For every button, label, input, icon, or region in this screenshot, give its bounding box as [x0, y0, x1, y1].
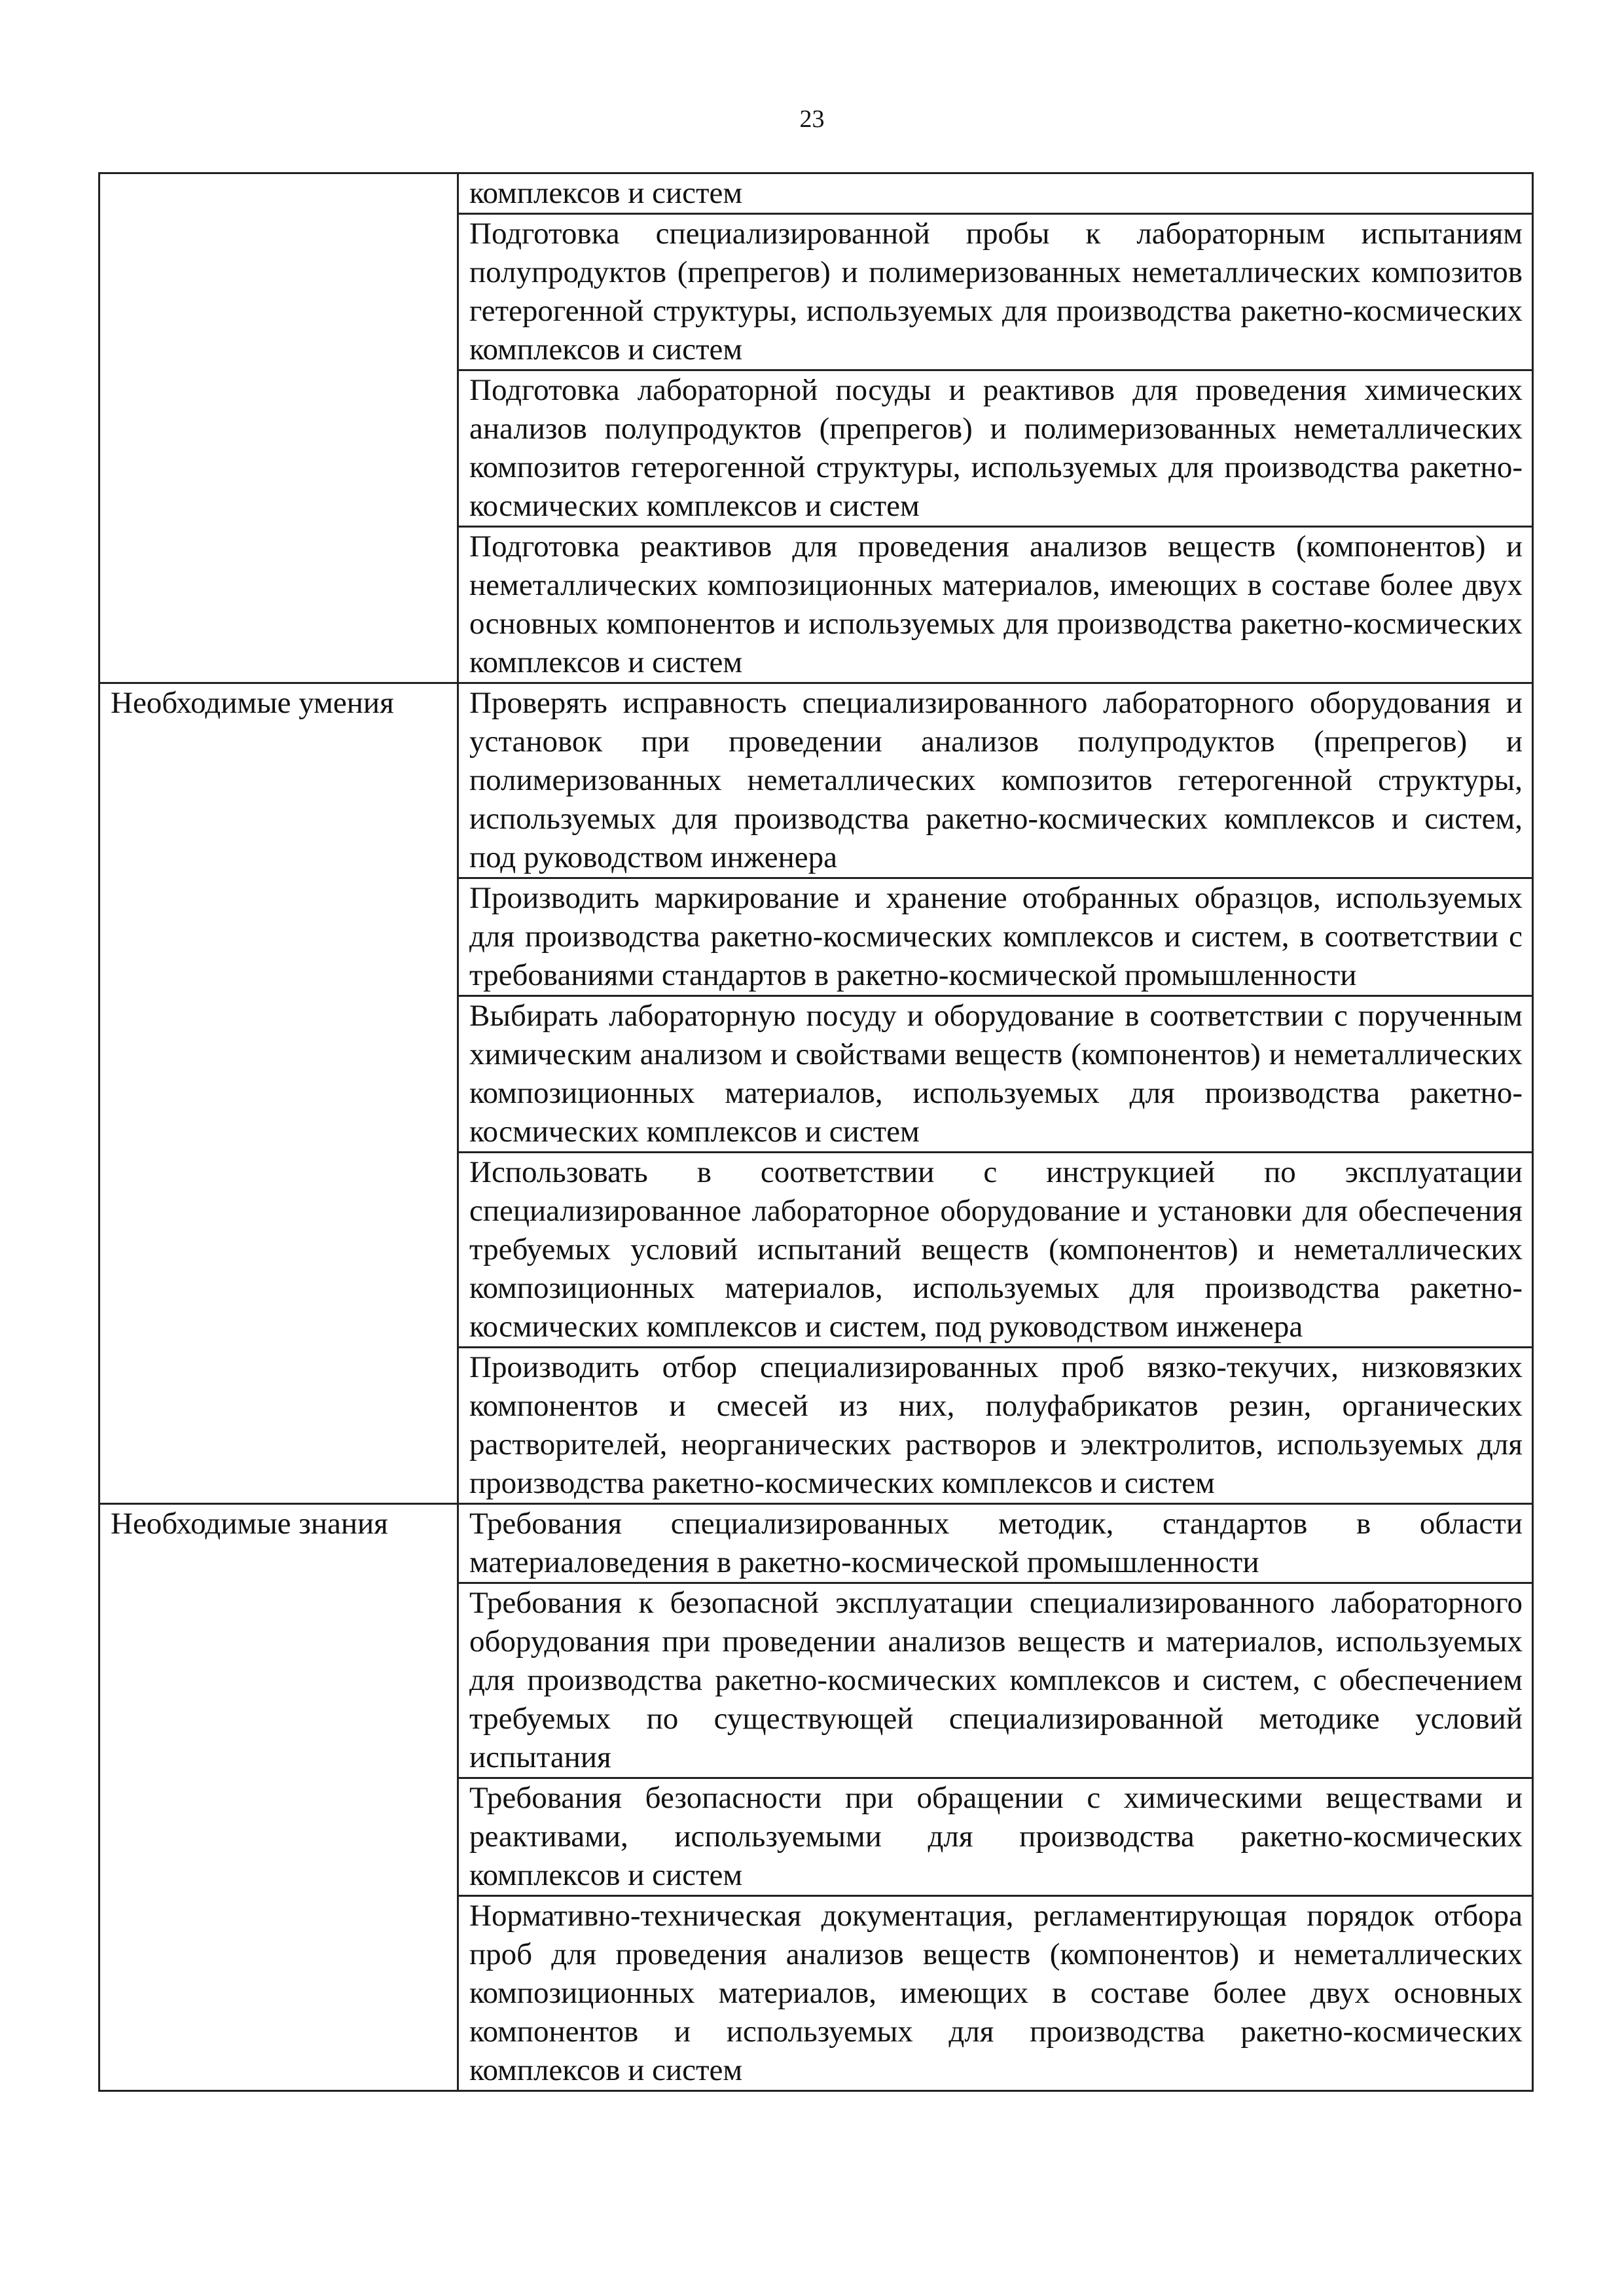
list-item: Требования безопасности при обращении с химическими веществами и реактивами, используемыми для производства ракетно-космических комплексов и систем [458, 1778, 1533, 1896]
list-item: Проверять исправность специализированного лабораторного оборудования и установок при проведении анализов полупродуктов (препрегов) и полимеризованных неметаллических композитов гетерогенной структуры, используемых для производства ракетно-космических комплексов и систем, под руководством инженера [458, 683, 1533, 878]
list-item: Нормативно-техническая документация, регламентирующая порядок отбора проб для проведения анализов веществ (компонентов) и неметаллических композиционных материалов, имеющих в составе более двух основных компонентов и используемых для производства ракетно-космических комплексов и систем [458, 1896, 1533, 2091]
requirements-table [98, 172, 1534, 2092]
list-item: Требования к безопасной эксплуатации специализированного лабораторного оборудования при проведении анализов веществ и материалов, используемых для производства ракетно-космических комплексов и систем, с обеспечением требуемых по существующей специализированной методике условий испытания [458, 1583, 1533, 1778]
table-row [99, 1504, 1533, 1583]
section-label [99, 173, 458, 683]
table-row [99, 683, 1533, 878]
list-item: Производить маркирование и хранение отобранных образцов, используемых для производства ракетно-космических комплексов и систем, в соответствии с требованиями стандартов в ракетно-космической промышленности [458, 878, 1533, 996]
list-item: Использовать в соответствии с инструкцией по эксплуатации специализированное лабораторное оборудование и установки для обеспечения требуемых условий испытаний веществ (компонентов) и неметаллических композиционных материалов, используемых для производства ракетно-космических комплексов и систем, под руководством инженера [458, 1153, 1533, 1348]
list-item: Выбирать лабораторную посуду и оборудование в соответствии с порученным химическим анализом и свойствами веществ (компонентов) и неметаллических композиционных материалов, используемых для производства ракетно-космических комплексов и систем [458, 996, 1533, 1153]
section-label-skills: Необходимые умения [99, 683, 458, 1504]
list-item: комплексов и систем [458, 173, 1533, 214]
section-label-knowledge: Необходимые знания [99, 1504, 458, 2091]
page-number: 23 [799, 105, 825, 133]
list-item: Производить отбор специализированных проб вязко-текучих, низковязких компонентов и смесей из них, полуфабрикатов резин, органических растворителей, неорганических растворов и электролитов, используемых для производства ракетно-космических комплексов и систем [458, 1348, 1533, 1504]
list-item: Подготовка специализированной пробы к лабораторным испытаниям полупродуктов (препрегов) и полимеризованных неметаллических композитов гетерогенной структуры, используемых для производства ракетно-космических комплексов и систем [458, 214, 1533, 370]
list-item: Подготовка лабораторной посуды и реактивов для проведения химических анализов полупродуктов (препрегов) и полимеризованных неметаллических композитов гетерогенной структуры, используемых для производства ракетно-космических комплексов и систем [458, 370, 1533, 527]
list-item: Требования специализированных методик, стандартов в области материаловедения в ракетно-космической промышленности [458, 1504, 1533, 1583]
table-row [99, 173, 1533, 214]
list-item: Подготовка реактивов для проведения анализов веществ (компонентов) и неметаллических композиционных материалов, имеющих в составе более двух основных компонентов и используемых для производства ракетно-космических комплексов и систем [458, 527, 1533, 683]
